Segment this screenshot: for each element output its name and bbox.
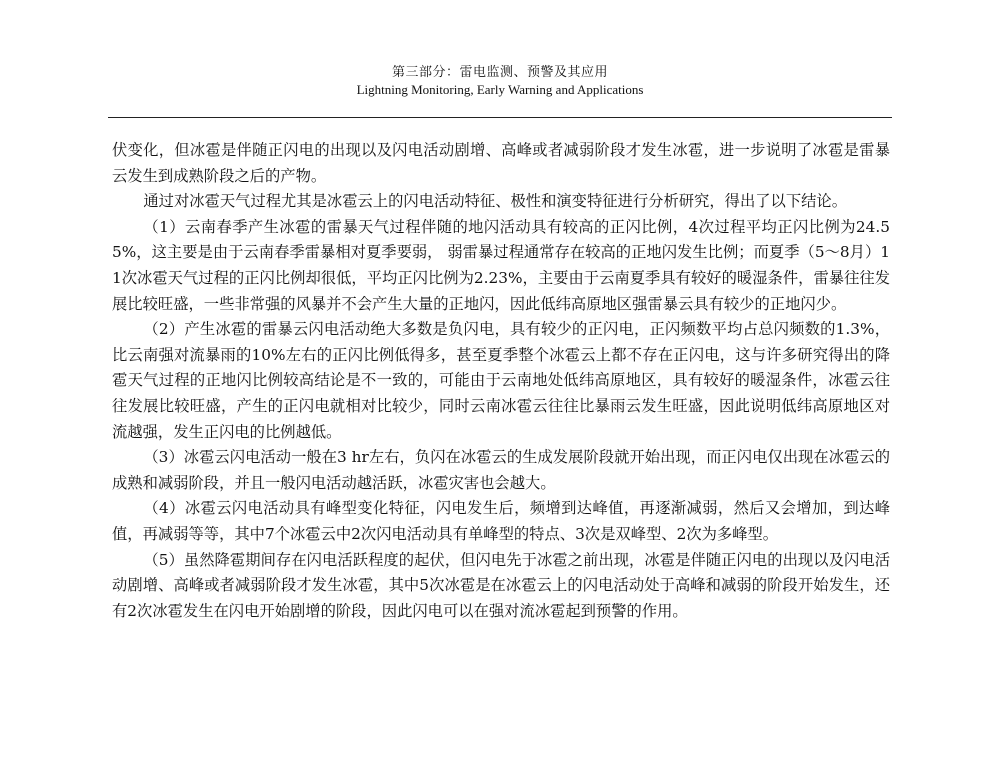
header-title-english: Lightning Monitoring, Early Warning and Applications xyxy=(356,82,644,97)
header-title-chinese: 第三部分：雷电监测、预警及其应用 xyxy=(391,65,608,80)
body-text xyxy=(112,138,890,624)
paragraph-conclusion-3: （3）冰雹云闪电活动一般在3 hr左右，负闪在冰雹云的生成发展阶段就开始出现，而正闪电仅出现在冰雹云的成熟和减弱阶段，并且一般闪电活动越活跃，冰雹灾害也会越大。 xyxy=(112,448,890,492)
paragraph-conclusion-2: （2）产生冰雹的雷暴云闪电活动绝大多数是负闪电，具有较少的正闪电，正闪频数平均占总闪频数的1.3%，比云南强对流暴雨的10%左右的正闪比例低得多，甚至夏季整个冰雹云上都不存在正闪电，这与许多研究得出的降雹天气过程的正地闪比例较高结论是不一致的，可能由于云南地处低纬高原地区，具有较好的暖湿条件，冰雹云往往发展比较旺盛，产生的正闪电就相对比较少，同时云南冰雹云往往比暴雨云发生旺盛，因此说明低纬高原地区对流越强，发生正闪电的比例越低。 xyxy=(112,320,890,441)
page-header xyxy=(0,64,1000,98)
paragraph-conclusion-4: （4）冰雹云闪电活动具有峰型变化特征，闪电发生后，频增到达峰值，再逐渐减弱，然后又会增加，到达峰值，再减弱等等，其中7个冰雹云中2次闪电活动具有单峰型的特点、3次是双峰型、2次为多峰型。 xyxy=(112,499,890,543)
paragraph-continuation: 伏变化，但冰雹是伴随正闪电的出现以及闪电活动剧增、高峰或者减弱阶段才发生冰雹，进一步说明了冰雹是雷暴云发生到成熟阶段之后的产物。 xyxy=(112,141,890,185)
paragraph-conclusion-1: （1）云南春季产生冰雹的雷暴天气过程伴随的地闪活动具有较高的正闪比例，4次过程平均正闪比例为24.55%，这主要是由于云南春季雷暴相对夏季要弱， 弱雷暴过程通常存在较高的正地闪发生比例；而夏季（5～8月）11次冰雹天气过程的正闪比例却很低，平均正闪比例为2.23%，主要由于云南夏季具有较好的暖湿条件，雷暴往往发展比较旺盛，一些非常强的风暴并不会产生大量的正地闪，因此低纬高原地区强雷暴云具有较少的正地闪少。 xyxy=(112,217,890,313)
header-divider xyxy=(108,117,892,118)
paragraph-conclusion-5: （5）虽然降雹期间存在闪电活跃程度的起伏，但闪电先于冰雹之前出现，冰雹是伴随正闪电的出现以及闪电活动剧增、高峰或者减弱阶段才发生冰雹，其中5次冰雹是在冰雹云上的闪电活动处于高峰和减弱的阶段开始发生，还有2次冰雹发生在闪电开始剧增的阶段，因此闪电可以在强对流冰雹起到预警的作用。 xyxy=(112,550,890,620)
paragraph-conclusions-intro: 通过对冰雹天气过程尤其是冰雹云上的闪电活动特征、极性和演变特征进行分析研究，得出了以下结论。 xyxy=(143,192,848,211)
